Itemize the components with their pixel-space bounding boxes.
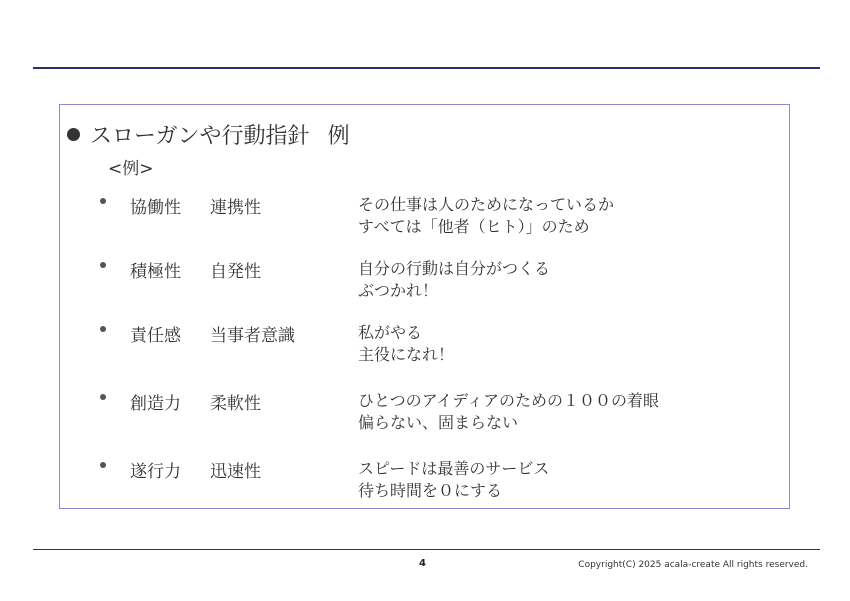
page-number: 4 bbox=[419, 558, 426, 569]
item-desc-line1: その仕事は人のためになっているか bbox=[358, 195, 615, 214]
item-desc-line2: ぶつかれ！ bbox=[358, 281, 439, 300]
item-desc-line2: 待ち時間を０にする bbox=[358, 481, 503, 500]
bullet-icon bbox=[67, 128, 80, 141]
item-desc-line1: 自分の行動は自分がつくる bbox=[358, 259, 551, 278]
header-rule bbox=[33, 67, 820, 69]
item-desc-line2: 主役になれ！ bbox=[358, 345, 455, 364]
item-keyword-2: 柔軟性 bbox=[210, 394, 261, 414]
item-keyword-1: 積極性 bbox=[130, 262, 181, 282]
item-keyword-2: 連携性 bbox=[210, 198, 261, 218]
bullet-icon bbox=[100, 198, 106, 204]
content-frame bbox=[59, 104, 790, 509]
item-keyword-2: 迅速性 bbox=[210, 462, 261, 482]
item-description bbox=[358, 390, 659, 434]
item-keyword-1: 協働性 bbox=[130, 198, 181, 218]
list-item bbox=[100, 257, 720, 305]
copyright-notice: Copyright(C) 2025 acala-create All rights reserved. bbox=[578, 560, 808, 570]
item-desc-line2: 偏らない、固まらない bbox=[358, 413, 519, 432]
heading-suffix: 例 bbox=[327, 124, 350, 149]
item-description bbox=[358, 194, 614, 238]
item-keyword-1: 責任感 bbox=[130, 326, 181, 346]
item-desc-line1: ひとつのアイディアのための１００の着眼 bbox=[358, 391, 659, 410]
item-desc-line2: すべては「他者（ヒト）」のため bbox=[358, 217, 590, 236]
slide-heading bbox=[67, 119, 350, 150]
list-item bbox=[100, 389, 720, 437]
bullet-icon bbox=[100, 326, 106, 332]
bullet-icon bbox=[100, 462, 106, 468]
bullet-icon bbox=[100, 262, 106, 268]
heading-text: スローガンや行動指針 bbox=[90, 124, 310, 149]
item-description bbox=[358, 458, 549, 502]
list-item bbox=[100, 457, 720, 505]
bullet-icon bbox=[100, 394, 106, 400]
list-item bbox=[100, 321, 720, 369]
item-keyword-1: 創造力 bbox=[130, 394, 181, 414]
item-keyword-2: 自発性 bbox=[210, 262, 261, 282]
item-description bbox=[358, 322, 454, 366]
item-desc-line1: スピードは最善のサービス bbox=[358, 459, 550, 478]
item-keyword-2: 当事者意識 bbox=[210, 326, 295, 346]
list-item bbox=[100, 193, 720, 241]
item-keyword-1: 遂行力 bbox=[130, 462, 181, 482]
footer-rule bbox=[33, 549, 820, 550]
item-desc-line1: 私がやる bbox=[358, 323, 423, 342]
item-description bbox=[358, 258, 550, 302]
example-label: <例> bbox=[108, 159, 154, 179]
